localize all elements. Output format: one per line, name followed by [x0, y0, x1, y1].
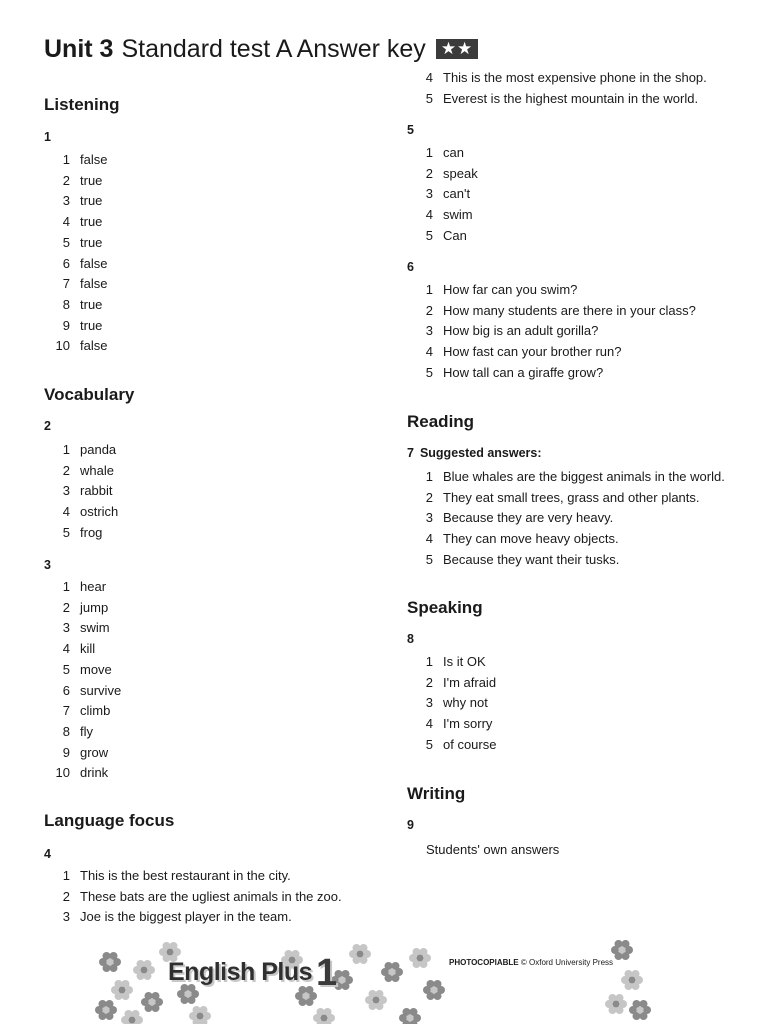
answer-item	[44, 274, 107, 295]
answer-text: why not	[443, 695, 488, 711]
answer-item	[44, 171, 107, 192]
answer-number: 1	[425, 469, 433, 484]
answer-item	[407, 89, 707, 110]
answer-number: 2	[62, 599, 70, 615]
pattern-dot	[431, 987, 438, 994]
answer-number: 1	[62, 442, 70, 457]
exercise-number: 1	[44, 130, 51, 144]
exercise-number: 2	[44, 419, 51, 433]
answer-text: This is the best restaurant in the city.	[80, 868, 291, 883]
pattern-dot	[141, 967, 148, 974]
page-title	[44, 32, 478, 66]
answer-item	[407, 68, 707, 89]
answer-number: 4	[62, 504, 70, 520]
answer-item	[44, 316, 107, 337]
pattern-dot	[119, 987, 126, 994]
answer-text: true	[80, 296, 103, 312]
answer-item	[44, 254, 107, 275]
answer-number: 3	[425, 510, 433, 526]
answer-number: 1	[425, 282, 433, 297]
answer-text: Blue whales are the biggest animals in the world.	[443, 469, 725, 484]
answer-item	[407, 550, 725, 571]
answer-number: 2	[425, 674, 433, 690]
answer-item	[44, 461, 118, 482]
answer-item	[407, 714, 496, 735]
pattern-dot	[103, 1007, 110, 1014]
answer-item	[44, 660, 121, 681]
answer-text: These bats are the ugliest animals in the zoo.	[80, 888, 342, 904]
answer-number: 5	[62, 661, 70, 677]
answer-item	[44, 191, 107, 212]
answer-item	[407, 321, 696, 342]
pattern-dot	[407, 1015, 414, 1022]
pattern-dot	[339, 977, 346, 984]
pattern-dot	[129, 1017, 136, 1024]
answer-list	[407, 467, 725, 571]
pattern-dot	[613, 1001, 620, 1008]
answer-number: 10	[55, 765, 70, 781]
answer-text: can't	[443, 186, 471, 202]
answer-number: 3	[62, 483, 70, 499]
copyright-notice	[449, 958, 613, 967]
answer-text: ostrich	[80, 504, 119, 520]
answer-number: 1	[425, 654, 433, 669]
answer-item	[407, 342, 696, 363]
answer-number: 4	[62, 641, 70, 657]
answer-item	[407, 529, 725, 550]
answer-text: How big is an adult gorilla?	[443, 323, 599, 339]
answer-text: survive	[80, 682, 122, 698]
answer-item	[44, 639, 121, 660]
answer-text: false	[80, 338, 108, 354]
answer-item	[44, 866, 342, 887]
answer-number: 8	[62, 723, 70, 739]
pattern-dot	[107, 959, 114, 966]
pattern-dot	[629, 977, 636, 984]
pattern-dot	[389, 969, 396, 976]
answer-item	[44, 887, 342, 908]
answer-number: 10	[55, 338, 70, 354]
answer-text: false	[80, 276, 108, 292]
answer-item	[44, 295, 107, 316]
answer-number: 9	[62, 317, 70, 333]
answer-number: 7	[62, 276, 70, 292]
difficulty-stars: ★★	[436, 39, 478, 59]
answer-text: move	[80, 661, 112, 677]
answer-text: speak	[443, 165, 478, 181]
answer-number: 5	[425, 736, 433, 752]
answer-number: 3	[425, 323, 433, 339]
answer-list	[407, 652, 496, 756]
answer-number: 3	[425, 695, 433, 711]
answer-text: true	[80, 193, 103, 209]
answer-number: 8	[62, 296, 70, 312]
answer-text: can	[443, 145, 464, 160]
answer-item	[44, 598, 121, 619]
answer-number: 4	[425, 344, 433, 360]
answer-text: Is it OK	[443, 654, 486, 669]
pattern-dot	[197, 1013, 204, 1020]
answer-item	[407, 301, 696, 322]
answer-list	[407, 68, 707, 109]
answer-item	[44, 701, 121, 722]
answer-text: whale	[80, 462, 114, 478]
answer-number: 3	[62, 193, 70, 209]
answer-number: 9	[62, 744, 70, 760]
answer-number: 5	[425, 364, 433, 380]
answer-list	[44, 440, 118, 544]
answer-item	[44, 481, 118, 502]
writing-answer: Students' own answers	[426, 842, 560, 857]
answer-item	[44, 150, 107, 171]
answer-text: Because they are very heavy.	[443, 510, 614, 526]
pattern-dot	[637, 1007, 644, 1014]
answer-item	[407, 693, 496, 714]
pattern-dot	[357, 951, 364, 958]
answer-number: 4	[425, 716, 433, 732]
answer-text: They eat small trees, grass and other plants.	[443, 489, 700, 505]
answer-item	[407, 143, 478, 164]
section-heading-speaking: Speaking	[407, 598, 483, 617]
answer-number: 7	[62, 703, 70, 719]
answer-text: hear	[80, 579, 107, 594]
answer-text: Because they want their tusks.	[443, 551, 620, 567]
answer-item	[407, 673, 496, 694]
answer-number: 5	[425, 227, 433, 243]
answer-text: swim	[443, 207, 473, 223]
answer-text: climb	[80, 703, 111, 719]
answer-text: fly	[80, 723, 93, 739]
answer-text: false	[80, 255, 108, 271]
copyright-text: © Oxford University Press	[520, 958, 614, 967]
exercise-number: 4	[44, 847, 51, 861]
answer-text: grow	[80, 744, 109, 760]
pattern-dot	[149, 999, 156, 1006]
answer-number: 2	[62, 172, 70, 188]
answer-item	[407, 280, 696, 301]
answer-list	[44, 866, 342, 928]
answer-text: rabbit	[80, 483, 113, 499]
answer-number: 4	[62, 214, 70, 230]
answer-list	[407, 143, 478, 247]
answer-item	[407, 467, 725, 488]
pattern-dot	[373, 997, 380, 1004]
answer-text: jump	[80, 599, 109, 615]
answer-text: panda	[80, 442, 117, 457]
exercise-number: 9	[407, 818, 414, 832]
exercise-number-value: 7	[407, 446, 414, 460]
answer-item	[407, 508, 725, 529]
answer-text: false	[80, 152, 108, 167]
answer-text: true	[80, 172, 103, 188]
answer-number: 2	[425, 489, 433, 505]
answer-text: true	[80, 234, 103, 250]
exercise-number: 6	[407, 260, 414, 274]
exercise-number	[407, 445, 542, 461]
section-heading-reading: Reading	[407, 412, 475, 431]
answer-number: 2	[425, 165, 433, 181]
answer-number: 4	[425, 531, 433, 547]
answer-number: 5	[62, 234, 70, 250]
answer-text: How tall can a giraffe grow?	[443, 364, 604, 380]
answer-number: 1	[62, 579, 70, 594]
section-heading-language-focus: Language focus	[44, 811, 175, 830]
answer-item	[44, 577, 121, 598]
answer-number: 5	[425, 551, 433, 567]
answer-item	[44, 681, 121, 702]
answer-number: 4	[425, 207, 433, 223]
answer-number: 3	[62, 909, 70, 925]
answer-item	[407, 363, 696, 384]
answer-text: frog	[80, 524, 103, 540]
pattern-dot	[417, 955, 424, 962]
answer-text: swim	[80, 620, 110, 636]
answer-text: They can move heavy objects.	[443, 531, 619, 547]
answer-item	[44, 907, 342, 928]
answer-item	[407, 205, 478, 226]
section-heading-writing: Writing	[407, 784, 466, 803]
answer-list	[407, 280, 696, 384]
answer-number: 3	[62, 620, 70, 636]
answer-text: I'm afraid	[443, 674, 497, 690]
answer-item	[407, 488, 725, 509]
logo-text: English Plus	[168, 958, 313, 986]
answer-number: 1	[425, 145, 433, 160]
answer-item	[44, 212, 107, 233]
answer-number: 1	[62, 868, 70, 883]
pattern-dot	[619, 947, 626, 954]
answer-number: 4	[425, 70, 433, 85]
answer-text: This is the most expensive phone in the shop.	[443, 70, 707, 85]
answer-item	[44, 722, 121, 743]
answer-number: 5	[425, 90, 433, 106]
answer-text: of course	[443, 736, 497, 752]
answer-text: How far can you swim?	[443, 282, 578, 297]
answer-number: 2	[62, 888, 70, 904]
answer-item	[44, 233, 107, 254]
answer-item	[44, 523, 118, 544]
answer-item	[44, 440, 118, 461]
answer-text: drink	[80, 765, 109, 781]
pattern-dot	[321, 1015, 328, 1022]
photocopiable-label: PHOTOCOPIABLE	[449, 958, 519, 967]
section-heading-listening: Listening	[44, 95, 120, 114]
answer-number: 3	[425, 186, 433, 202]
answer-item	[407, 226, 478, 247]
footer-banner	[92, 940, 652, 1024]
answer-number: 6	[62, 682, 70, 698]
answer-text: true	[80, 214, 103, 230]
answer-text: Can	[443, 227, 467, 243]
answer-text: Joe is the biggest player in the team.	[80, 909, 292, 925]
section-heading-vocabulary: Vocabulary	[44, 385, 135, 404]
answer-number: 2	[62, 462, 70, 478]
answer-item	[407, 164, 478, 185]
title-text: Standard test A Answer key	[121, 35, 426, 63]
answer-item	[407, 735, 496, 756]
answer-item	[407, 652, 496, 673]
answer-number: 5	[62, 524, 70, 540]
answer-text: true	[80, 317, 103, 333]
exercise-number: 3	[44, 558, 51, 572]
answer-item	[44, 336, 107, 357]
answer-text: How many students are there in your class?	[443, 302, 696, 318]
answer-number: 6	[62, 255, 70, 271]
logo-level: 1	[316, 952, 337, 994]
answer-item	[407, 184, 478, 205]
answer-text: I'm sorry	[443, 716, 493, 732]
answer-item	[44, 743, 121, 764]
answer-text: Everest is the highest mountain in the world.	[443, 90, 699, 106]
unit-label: Unit 3	[44, 35, 114, 63]
exercise-number: 5	[407, 123, 414, 137]
exercise-number: 8	[407, 632, 414, 646]
answer-item	[44, 502, 118, 523]
english-plus-logo	[168, 952, 337, 995]
answer-item	[44, 763, 121, 784]
answer-list	[44, 150, 107, 357]
answer-item	[44, 618, 121, 639]
exercise-subtitle: Suggested answers:	[419, 446, 542, 460]
answer-text: How fast can your brother run?	[443, 344, 622, 360]
answer-number: 1	[62, 152, 70, 167]
answer-text: kill	[80, 641, 96, 657]
answer-number: 2	[425, 302, 433, 318]
answer-list	[44, 577, 121, 784]
